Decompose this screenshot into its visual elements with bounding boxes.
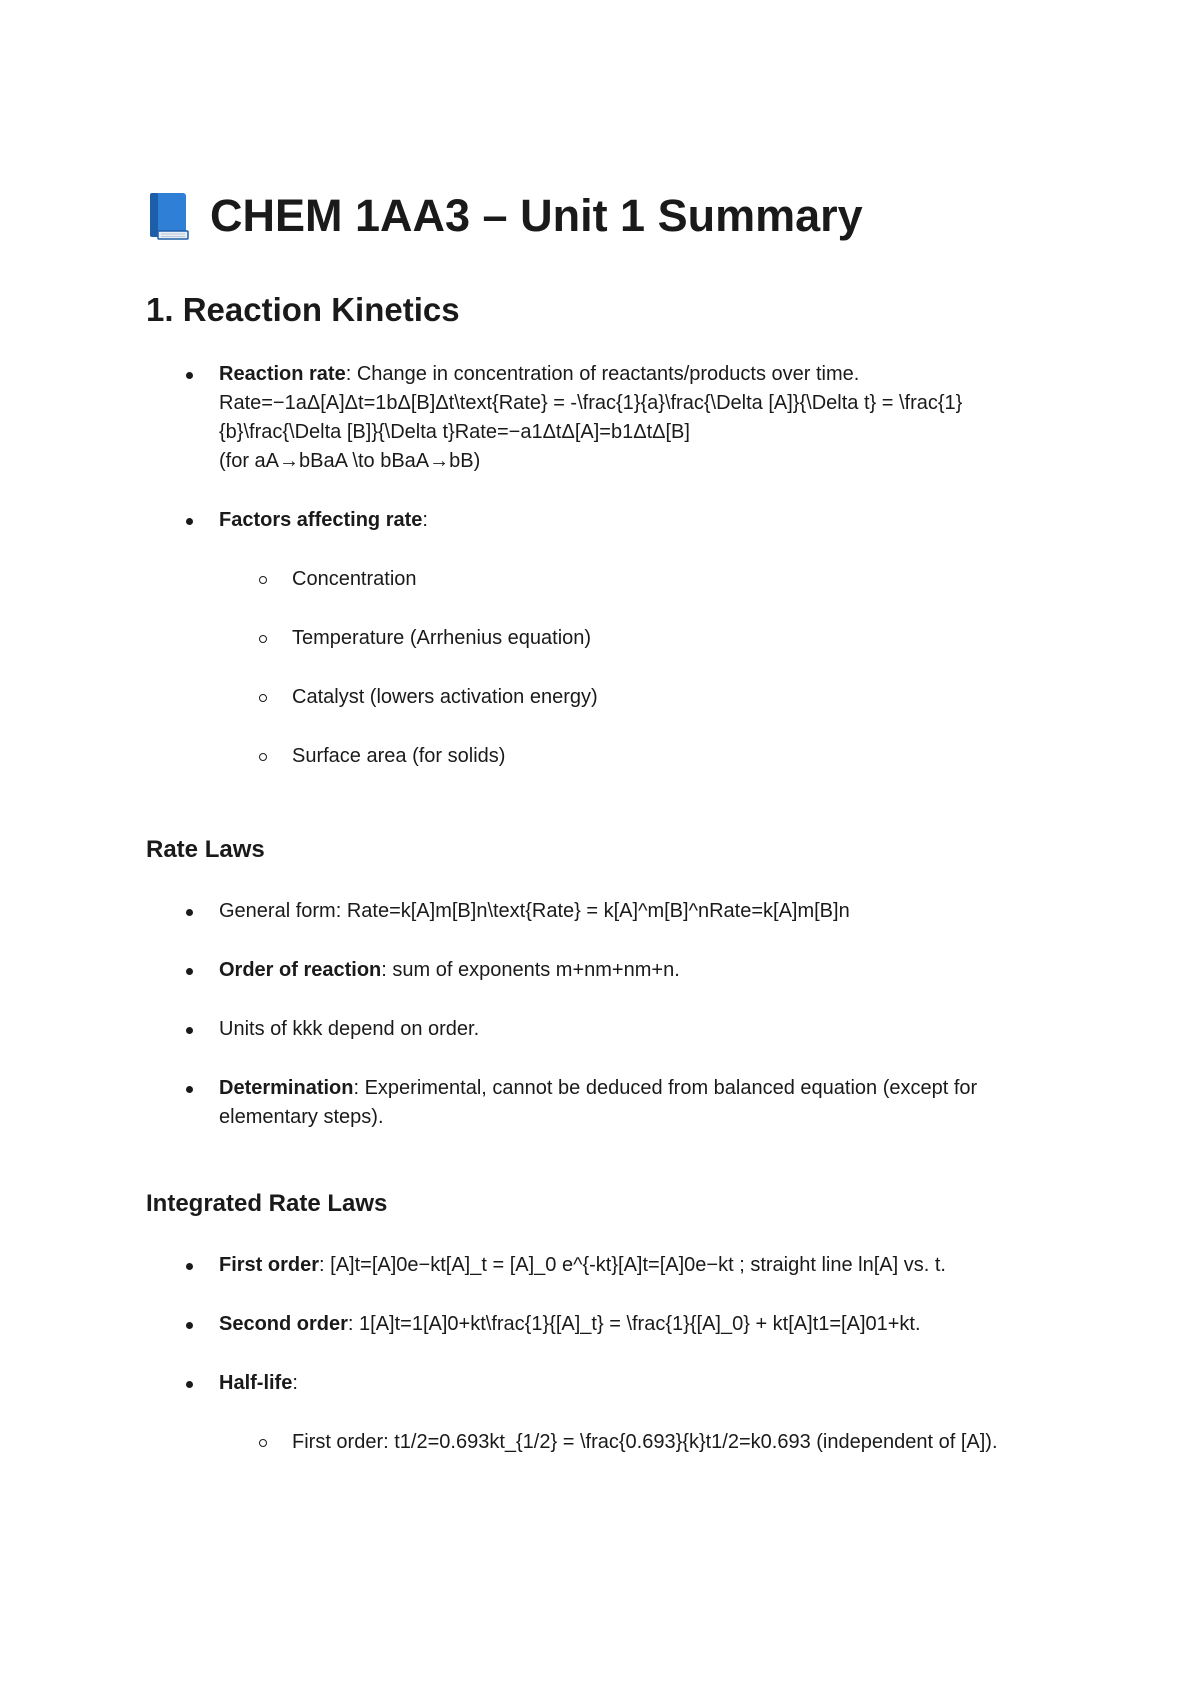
- list-item-reaction-rate: [0, 360, 1200, 476]
- factor-item: Surface area (for solids): [219, 742, 1040, 771]
- integrated-rate-laws-list: [0, 1251, 1200, 1457]
- order-text: : sum of exponents m+nm+nm+n.: [381, 959, 680, 981]
- factor-item: Concentration: [219, 565, 1040, 594]
- list-item-half-life: [0, 1369, 1200, 1457]
- page-title: CHEM 1AA3 – Unit 1 Summary: [210, 190, 863, 241]
- list-item-units: [0, 1015, 1200, 1044]
- rate-laws-list: [0, 897, 1200, 1132]
- factors-sublist: [219, 565, 1040, 771]
- factors-suffix: :: [422, 509, 428, 531]
- second-order-text: : 1[A]t=1[A]0+kt\frac{1}{[A]_t} = \frac{1}{[A]_0} + kt[A]t1=[A]01+kt.: [347, 1313, 921, 1335]
- reaction-kinetics-list: [0, 360, 1200, 771]
- section-heading-rate-laws: Rate Laws: [146, 836, 265, 863]
- half-life-label: Half-life: [219, 1372, 293, 1394]
- order-label: Order of reaction: [219, 959, 382, 981]
- list-item-first-order: [0, 1251, 1200, 1280]
- factor-item: Catalyst (lowers activation energy): [219, 683, 1040, 712]
- section-heading-integrated-rate-laws: Integrated Rate Laws: [146, 1190, 388, 1217]
- factors-label: Factors affecting rate: [219, 509, 423, 531]
- title-row: [148, 190, 863, 242]
- first-order-text: : [A]t=[A]0e−kt[A]_t = [A]_0 e^{-kt}[A]t=[A]0e−kt ; straight line ln[A] vs. t.: [319, 1254, 946, 1276]
- determination-text: : Experimental, cannot be deduced from balanced equation (except for elementary steps).: [219, 1077, 978, 1128]
- list-item-determination: [0, 1074, 1200, 1132]
- second-order-label: Second order: [219, 1313, 348, 1335]
- first-order-label: First order: [219, 1254, 320, 1276]
- half-life-suffix: :: [292, 1372, 298, 1394]
- determination-label: Determination: [219, 1077, 354, 1099]
- general-form-text: General form: Rate=k[A]m[B]n\text{Rate} = k[A]^m[B]^nRate=k[A]m[B]n: [219, 900, 850, 922]
- reaction-rate-text: : Change in concentration of reactants/products over time.: [345, 363, 860, 385]
- list-item-factors: [0, 506, 1200, 771]
- factor-item: Temperature (Arrhenius equation): [219, 624, 1040, 653]
- blue-book-icon: [148, 191, 192, 241]
- list-item-second-order: [0, 1310, 1200, 1339]
- list-item-order: [0, 956, 1200, 985]
- reaction-rate-note: (for aA→bBaA \to bBaA→bB): [219, 450, 481, 472]
- half-life-sublist: [219, 1428, 1040, 1457]
- units-text: Units of kkk depend on order.: [219, 1018, 480, 1040]
- reaction-rate-formula: Rate=−1aΔ[A]Δt=1bΔ[B]Δt\text{Rate} = -\frac{1}{a}\frac{\Delta [A]}{\Delta t} = \frac{1}{b}\frac{\Delta [B]}{\Delta t}Rate=−a1ΔtΔ[A]=b1ΔtΔ[B]: [219, 392, 963, 443]
- section-heading-reaction-kinetics: 1. Reaction Kinetics: [146, 291, 460, 328]
- half-life-item: First order: t1/2=0.693kt_{1/2} = \frac{0.693}{k}t1/2=k0.693 (independent of [A]).: [219, 1428, 1040, 1457]
- list-item-general-form: [0, 897, 1200, 926]
- reaction-rate-label: Reaction rate: [219, 363, 346, 385]
